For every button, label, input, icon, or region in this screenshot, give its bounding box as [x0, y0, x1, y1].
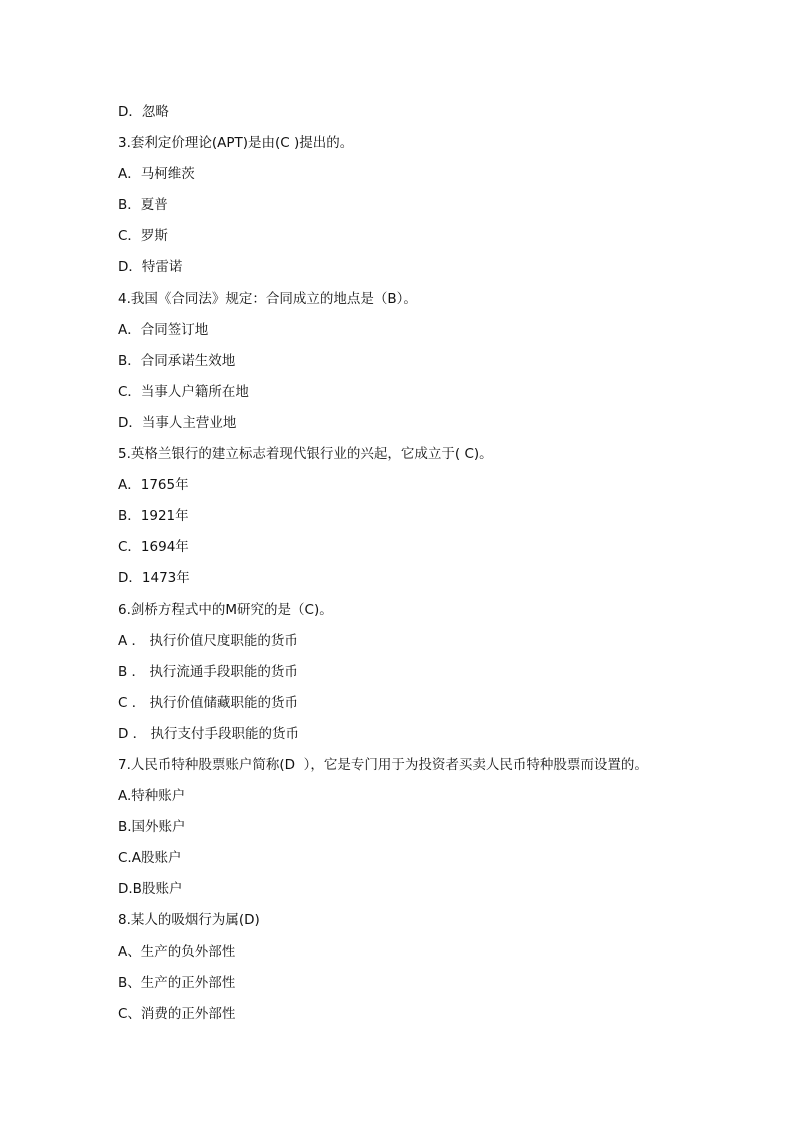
answer-option-d: D.B股账户 — [118, 881, 183, 898]
answer-option-b: B．夏普 — [118, 197, 168, 214]
answer-option-d: D．1473年 — [118, 570, 190, 587]
answer-option-c: C ． 执行价值储藏职能的货币 — [118, 694, 299, 711]
answer-option-c: C.A股账户 — [118, 850, 182, 867]
answer-option-a: A.特种账户 — [118, 788, 186, 805]
question-4: 4.我国《合同法》规定：合同成立的地点是（B）。 — [118, 290, 417, 307]
answer-option-c: C．1694年 — [118, 539, 189, 556]
answer-option-a: A．马柯维茨 — [118, 166, 195, 183]
answer-option-d: D．特雷诺 — [118, 259, 183, 276]
question-3: 3.套利定价理论(APT)是由(C )提出的。 — [118, 135, 354, 152]
answer-option-a: A．1765年 — [118, 477, 189, 494]
answer-option-b: B ． 执行流通手段职能的货币 — [118, 663, 298, 680]
answer-option-d: D ． 执行支付手段职能的货币 — [118, 725, 299, 742]
answer-option-d: D．当事人主营业地 — [118, 414, 237, 431]
answer-option-c: C、消费的正外部性 — [118, 1005, 236, 1022]
question-7: 7.人民币特种股票账户简称(D ），它是专门用于为投资者买卖人民币特种股票而设置的。 — [118, 756, 648, 773]
answer-option-c: C．罗斯 — [118, 228, 168, 245]
question-6: 6.剑桥方程式中的M研究的是（C)。 — [118, 601, 333, 618]
answer-option-a: A ． 执行价值尺度职能的货币 — [118, 632, 298, 649]
answer-option-d: D．忽略 — [118, 104, 169, 120]
answer-option-b: B．1921年 — [118, 508, 189, 525]
answer-option-a: A、生产的负外部性 — [118, 943, 236, 960]
answer-option-b: B.国外账户 — [118, 819, 186, 836]
question-5: 5.英格兰银行的建立标志着现代银行业的兴起，它成立于( C)。 — [118, 446, 493, 463]
answer-option-a: A．合同签订地 — [118, 321, 209, 338]
answer-option-b: B、生产的正外部性 — [118, 974, 236, 991]
question-8: 8.某人的吸烟行为属(D) — [118, 912, 260, 929]
answer-option-b: B．合同承诺生效地 — [118, 352, 236, 369]
answer-option-c: C．当事人户籍所在地 — [118, 383, 249, 400]
document-body — [118, 101, 718, 1034]
